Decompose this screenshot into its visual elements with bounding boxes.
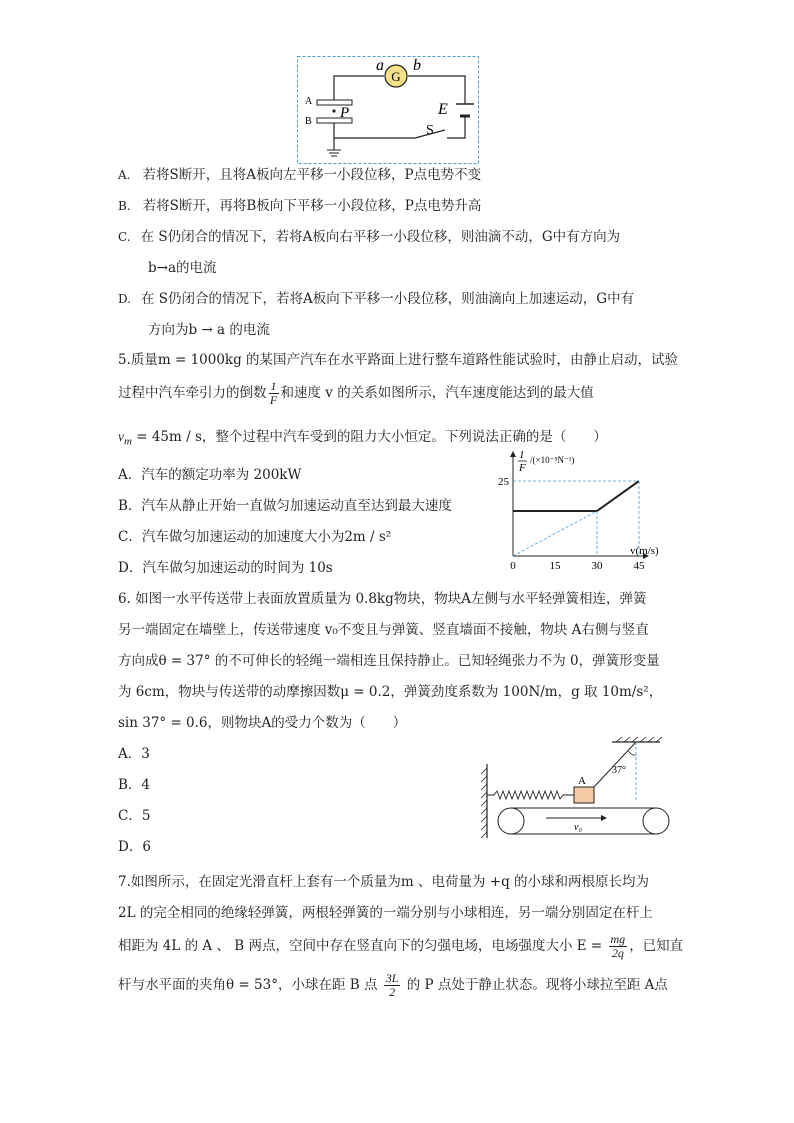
q7-E-fraction: $\frac{mg}{2q}$ <box>610 932 626 960</box>
q5-chart <box>488 446 674 574</box>
q4-option-A-text: 若将S断开，且将A板向左平移一小段位移，P点电势不变 <box>142 167 482 183</box>
q4-option-B: B. 若将S断开，再将B板向下平移一小段位移，P点电势升高 <box>118 198 482 214</box>
q6-option-B: B．4 <box>118 777 151 793</box>
label-b: b <box>413 57 421 74</box>
block-A-label: A <box>578 775 586 787</box>
q6-option-C: C．5 <box>118 808 151 824</box>
q5-line2: 过程中汽车牵引力的倒数 $\frac{1}{F}$ 和速度 v 的关系如图所示，汽车速度能达到的最大值 <box>118 379 594 407</box>
label-a: a <box>376 57 384 74</box>
q6-line4: 为 6cm，物块与传送带的动摩擦因数μ = 0.2，弹簧劲度系数为 100N/m，g 取 10m/s²， <box>118 684 663 700</box>
q4-option-D: D. 在 S仍闭合的情况下，若将A板向下平移一小段位移，则油滴向上加速运动，G中有 <box>118 291 635 307</box>
x-tick-label: 15 <box>549 560 561 572</box>
wire-bottom <box>334 123 415 138</box>
left-roller <box>498 808 524 834</box>
q5-option-A: A．汽车的额定功率为 200kW <box>118 467 302 483</box>
q7-line3: 相距为 4L 的 A 、 B 两点，空间中存在竖直向下的匀强电场，电场强度大小 E = $\frac{mg}{2q}$ ，已知直 <box>118 932 684 960</box>
galvanometer-label: G <box>391 69 401 84</box>
q4-option-C-cont: b→a的电流 <box>148 260 217 276</box>
chart-marks <box>498 476 645 572</box>
q5-option-B: B．汽车从静止开始一直做匀加速运动直至达到最大速度 <box>118 498 452 514</box>
q4-option-A: A. 若将S断开，且将A板向左平移一小段位移，P点电势不变 <box>118 167 482 183</box>
oil-drop <box>332 109 335 112</box>
ceiling-hatch <box>616 737 662 742</box>
q7-P-fraction: $\frac{3L}{2}$ <box>385 971 399 999</box>
q5-line1: 5.质量m = 1000kg 的某国产汽车在水平路面上进行整车道路性能试验时，由静止启动，试验 <box>118 352 679 368</box>
q6-option-D: D．6 <box>118 839 151 855</box>
wire-top-right <box>408 76 465 104</box>
angle-label: 37° <box>612 765 626 776</box>
q5-frac-1-over-F: $\frac{1}{F}$ <box>269 379 278 407</box>
label-A: A <box>305 96 313 107</box>
label-B: B <box>305 116 312 127</box>
q7-line2: 2L 的完全相同的绝缘轻弹簧，两根轻弹簧的一端分别与小球相连，另一端分别固定在杆上 <box>118 905 653 921</box>
wire-top-left <box>334 76 384 100</box>
q6-line3: 方向成θ = 37° 的不可伸长的轻绳一端相连且保持静止。已知轻绳张力不为 0，弹簧形变量 <box>118 653 660 669</box>
x-tick-label: 45 <box>633 560 645 572</box>
q5-line3: $v_m = 45m / s$，整个过程中汽车受到的阻力大小恒定。下列说法正确的是（ ） <box>118 429 607 448</box>
q4-option-C-text: 在 S仍闭合的情况下，若将A板向右平移一小段位移，则油滴不动，G中有方向为 <box>140 229 621 245</box>
spring <box>487 791 574 799</box>
q7-line4: 杆与水平面的夹角θ = 53°，小球在距 B 点 $\frac{3L}{2}$ 的 P 点处于静止状态。现将小球拉至距 A点 <box>118 971 668 999</box>
q4-option-D-text: 在 S仍闭合的情况下，若将A板向下平移一小段位移，则油滴向上加速运动，G中有 <box>141 291 635 307</box>
circuit-diagram <box>297 56 479 164</box>
label-P: P <box>340 105 350 121</box>
y-tick-label: 25 <box>498 476 509 488</box>
q6-line5: sin 37° = 0.6，则物块A的受力个数为（ ） <box>118 715 407 731</box>
y-axis-unit: /(×10⁻⁵N⁻¹) <box>530 455 575 465</box>
q6-line2: 另一端固定在墙壁上，传送带速度 v₀不变且与弹簧、竖直墙面不接触，物块 A右侧与竖直 <box>118 622 649 638</box>
series-line <box>513 481 639 511</box>
block-A <box>574 787 594 803</box>
y-axis-den: F <box>519 462 526 474</box>
x-tick-label: 0 <box>510 560 516 572</box>
x-tick-label: 30 <box>591 560 603 572</box>
label-S: S <box>426 123 434 138</box>
q5-option-D: D．汽车做匀加速运动的时间为 10s <box>118 560 333 576</box>
dashed-origin-to-kink <box>513 511 597 556</box>
q6-conveyor-figure <box>478 736 682 840</box>
q6-option-A: A．3 <box>118 746 150 762</box>
y-axis-num: 1 <box>519 449 525 461</box>
q6-line1: 6. 如图一水平传送带上表面放置质量为 0.8kg物块，物块A左侧与水平轻弹簧相连，弹簧 <box>118 591 647 607</box>
q5-option-C: C．汽车做匀加速运动的加速度大小为2m / s² <box>118 529 392 545</box>
q4-option-B-text: 若将S断开，再将B板向下平移一小段位移，P点电势升高 <box>142 198 482 214</box>
right-roller <box>643 808 669 834</box>
x-axis-label: v(m/s) <box>630 545 659 557</box>
q7-line1: 7.如图所示，在固定光滑直杆上套有一个质量为m 、电荷量为 +q 的小球和两根原长均为 <box>118 874 650 890</box>
belt-velocity-label: v₀ <box>574 822 582 833</box>
label-E: E <box>438 101 448 118</box>
q4-option-C: C. 在 S仍闭合的情况下，若将A板向右平移一小段位移，则油滴不动，G中有方向为 <box>118 229 621 245</box>
q4-option-D-cont: 方向为b → a 的电流 <box>148 322 270 338</box>
wall-hatch <box>481 768 487 838</box>
